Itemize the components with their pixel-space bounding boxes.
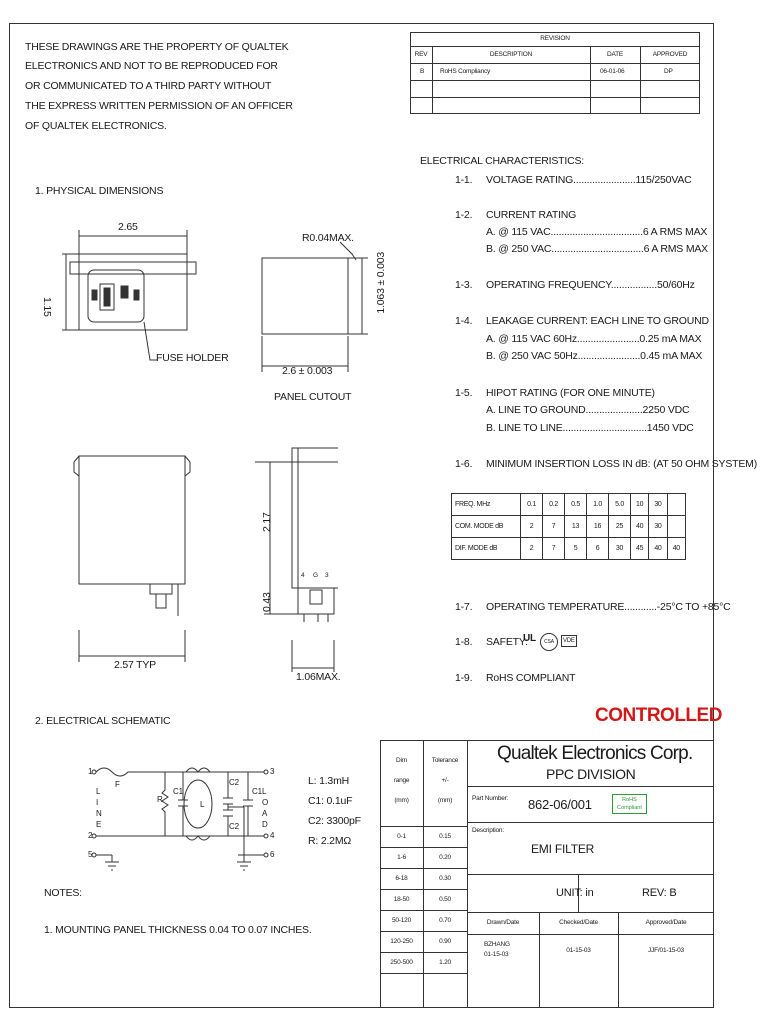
fuse-label: F bbox=[115, 780, 120, 789]
tolerance-value: 0.70 bbox=[439, 917, 451, 924]
revision-approved: DP bbox=[664, 68, 673, 75]
revision-date: 06-01-06 bbox=[600, 68, 625, 75]
ul-mark-icon: UL bbox=[523, 633, 536, 644]
revision-header-approved: APPROVED bbox=[652, 51, 688, 58]
item-line: A. @ 115 VAC..................................6 A RMS MAX bbox=[486, 226, 708, 238]
approved-label: Approved/Date bbox=[645, 919, 687, 926]
item-line: B. @ 250 VAC 50Hz.......................0.45 mA MAX bbox=[486, 350, 703, 362]
csa-mark-icon: CSA bbox=[540, 633, 558, 651]
table-cell: 1.0 bbox=[587, 494, 609, 516]
height-dim: 1.15 bbox=[41, 297, 53, 317]
item-line: MINIMUM INSERTION LOSS IN dB: (AT 50 OHM SYSTEM) bbox=[486, 458, 757, 470]
table-cell: 6 bbox=[587, 538, 609, 560]
notice-line: OR COMMUNICATED TO A THIRD PARTY WITHOUT bbox=[25, 80, 272, 92]
depth-dim: 1.06MAX. bbox=[296, 671, 341, 683]
drawn-by: BZHANG bbox=[484, 941, 510, 948]
capacitor-c2-label: C2 bbox=[229, 822, 239, 831]
tolerance-value: 0.90 bbox=[439, 938, 451, 945]
item-number: 1-5. bbox=[455, 387, 473, 399]
load-label: L bbox=[262, 787, 267, 796]
table-row bbox=[452, 494, 686, 516]
table-cell: 40 bbox=[631, 516, 649, 538]
tolerance-value: 0.50 bbox=[439, 896, 451, 903]
revision-title: REVISION bbox=[540, 35, 570, 42]
part-number: 862-06/001 bbox=[528, 797, 592, 812]
dim-range: 6-18 bbox=[395, 875, 408, 882]
table-cell: FREQ. MHz bbox=[452, 494, 521, 516]
rohs-badge-line: RoHS bbox=[622, 797, 637, 803]
body-width-dim: 2.57 TYP bbox=[114, 659, 156, 671]
item-line: OPERATING TEMPERATURE............-25°C TO +85°C bbox=[486, 601, 731, 613]
tolerance-value: 1.20 bbox=[439, 959, 451, 966]
revision-header-description: DESCRIPTION bbox=[489, 51, 533, 58]
load-label: A bbox=[262, 809, 268, 818]
schematic-heading: 2. ELECTRICAL SCHEMATIC bbox=[35, 715, 171, 727]
item-line: CURRENT RATING bbox=[486, 209, 577, 221]
cutout-height-dim: 1.063 ± 0.003 bbox=[375, 252, 387, 314]
load-label: D bbox=[262, 820, 268, 829]
table-cell: 2 bbox=[521, 538, 543, 560]
table-cell: 40 bbox=[649, 538, 667, 560]
approved-by-date: JJF/01-15-03 bbox=[648, 947, 684, 954]
tolerance-value: 0.20 bbox=[439, 854, 451, 861]
tolerance-value: 0.15 bbox=[439, 833, 451, 840]
rohs-badge-line: Compliant bbox=[617, 805, 642, 811]
notice-line: OF QUALTEK ELECTRONICS. bbox=[25, 120, 167, 132]
table-cell: 2 bbox=[521, 516, 543, 538]
notice-line: ELECTRONICS AND NOT TO BE REPRODUCED FOR bbox=[25, 60, 278, 72]
table-cell: 40 bbox=[667, 538, 685, 560]
dim-header: (mm) bbox=[394, 797, 409, 804]
dim-range: 50-120 bbox=[391, 917, 412, 924]
terminal-out-3: 3 bbox=[270, 767, 275, 776]
component-value: L: 1.3mH bbox=[308, 775, 349, 787]
table-cell: 5 bbox=[565, 538, 587, 560]
table-cell: 7 bbox=[543, 516, 565, 538]
revision-description: RoHS Compliancy bbox=[440, 68, 491, 75]
capacitor-c1-label: C1 bbox=[173, 787, 183, 796]
revision-header-date: DATE bbox=[606, 51, 624, 58]
line-label: I bbox=[96, 798, 99, 807]
table-cell: 16 bbox=[587, 516, 609, 538]
rev-value: REV: B bbox=[642, 887, 677, 899]
item-number: 1-9. bbox=[455, 672, 473, 684]
cutout-width-dim: 2.6 ± 0.003 bbox=[282, 365, 333, 377]
table-cell: COM. MODE dB bbox=[452, 516, 521, 538]
notice-line: THE EXPRESS WRITTEN PERMISSION OF AN OFFICER bbox=[25, 100, 293, 112]
terminal-out-4: 4 bbox=[270, 831, 275, 840]
checked-label: Checked/Date bbox=[559, 919, 598, 926]
table-cell: DIF. MODE dB bbox=[452, 538, 521, 560]
tol-header: +/- bbox=[441, 777, 449, 784]
vde-mark-icon: VDE bbox=[561, 635, 577, 647]
table-cell bbox=[667, 494, 685, 516]
item-line: LEAKAGE CURRENT: EACH LINE TO GROUND bbox=[486, 315, 709, 327]
notice-line: THESE DRAWINGS ARE THE PROPERTY OF QUALTEK bbox=[25, 41, 289, 53]
component-value: C1: 0.1uF bbox=[308, 795, 353, 807]
table-cell: 13 bbox=[565, 516, 587, 538]
terminal-in-1: 1 bbox=[88, 767, 93, 776]
item-line: B. LINE TO LINE...............................1450 VDC bbox=[486, 422, 694, 434]
table-row bbox=[452, 538, 686, 560]
dim-range: 250-500 bbox=[390, 959, 413, 966]
item-line: RoHS COMPLIANT bbox=[486, 672, 576, 684]
dim-range: 1-6 bbox=[397, 854, 406, 861]
dim-header: Dim bbox=[396, 757, 407, 764]
table-cell: 0.1 bbox=[521, 494, 543, 516]
body-height-dim: 2.17 bbox=[261, 512, 273, 532]
resistor-label: R bbox=[157, 795, 163, 804]
load-label: O bbox=[262, 798, 269, 807]
table-cell: 25 bbox=[609, 516, 631, 538]
line-label: L bbox=[96, 787, 101, 796]
terminal-label: 4 bbox=[301, 572, 305, 579]
revision-rev: B bbox=[420, 68, 425, 75]
item-line: HIPOT RATING (FOR ONE MINUTE) bbox=[486, 387, 655, 399]
item-line: A. @ 115 VAC 60Hz.......................0.25 mA MAX bbox=[486, 333, 702, 345]
item-number: 1-7. bbox=[455, 601, 473, 613]
dim-range: 120-250 bbox=[390, 938, 413, 945]
line-label: N bbox=[96, 809, 102, 818]
item-line: OPERATING FREQUENCY.................50/60Hz bbox=[486, 279, 695, 291]
table-cell: 5.0 bbox=[609, 494, 631, 516]
lug-height-dim: 0.43 bbox=[261, 592, 273, 612]
item-line: SAFETY: bbox=[486, 636, 528, 648]
table-cell: 7 bbox=[543, 538, 565, 560]
capacitor-c1-label: C1 bbox=[252, 787, 262, 796]
terminal-label: 3 bbox=[325, 572, 329, 579]
company-name: Qualtek Electronics Corp. bbox=[497, 743, 693, 764]
panel-cutout-label: PANEL CUTOUT bbox=[274, 391, 352, 403]
item-number: 1-4. bbox=[455, 315, 473, 327]
terminal-label: G bbox=[313, 572, 318, 579]
table-cell: 10 bbox=[631, 494, 649, 516]
division-name: PPC DIVISION bbox=[546, 766, 636, 782]
notes-heading: NOTES: bbox=[44, 887, 82, 899]
line-label: E bbox=[96, 820, 102, 829]
controlled-stamp: CONTROLLED bbox=[595, 705, 722, 726]
fuse-holder-label: FUSE HOLDER bbox=[156, 352, 229, 364]
item-line: VOLTAGE RATING.......................115/250VAC bbox=[486, 174, 692, 186]
description-value: EMI FILTER bbox=[531, 842, 595, 856]
table-cell: 0.2 bbox=[543, 494, 565, 516]
rohs-compliant-badge bbox=[612, 794, 647, 814]
dim-header: range bbox=[393, 777, 410, 784]
dim-range: 0-1 bbox=[397, 833, 406, 840]
item-number: 1-1. bbox=[455, 174, 473, 186]
unit-value: UNIT: in bbox=[556, 887, 594, 899]
note-item: 1. MOUNTING PANEL THICKNESS 0.04 TO 0.07 INCHES. bbox=[44, 924, 312, 936]
table-cell: 45 bbox=[631, 538, 649, 560]
item-number: 1-3. bbox=[455, 279, 473, 291]
radius-label: R0.04MAX. bbox=[302, 232, 354, 244]
checked-date: 01-15-03 bbox=[566, 947, 591, 954]
drawn-date: 01-15-03 bbox=[484, 951, 509, 958]
tolerance-value: 0.30 bbox=[439, 875, 451, 882]
component-value: C2: 3300pF bbox=[308, 815, 361, 827]
revision-header-rev: REV bbox=[414, 51, 428, 58]
table-cell: 30 bbox=[649, 494, 667, 516]
terminal-out-6: 6 bbox=[270, 850, 275, 859]
item-line: A. LINE TO GROUND.....................2250 VDC bbox=[486, 404, 690, 416]
drawn-label: Drawn/Date bbox=[486, 919, 520, 926]
physical-heading: 1. PHYSICAL DIMENSIONS bbox=[35, 185, 164, 197]
table-cell: 30 bbox=[649, 516, 667, 538]
terminal-in-2: 2 bbox=[88, 831, 93, 840]
item-number: 1-8. bbox=[455, 636, 473, 648]
item-number: 1-6. bbox=[455, 458, 473, 470]
table-cell bbox=[667, 516, 685, 538]
item-line: B. @ 250 VAC..................................6 A RMS MAX bbox=[486, 243, 708, 255]
capacitor-c2-label: C2 bbox=[229, 778, 239, 787]
electrical-heading: ELECTRICAL CHARACTERISTICS: bbox=[420, 155, 584, 167]
tol-header: Tolerance bbox=[431, 757, 459, 764]
table-cell: 0.5 bbox=[565, 494, 587, 516]
tol-header: (mm) bbox=[437, 797, 453, 804]
part-number-label: Part Number: bbox=[472, 795, 509, 802]
terminal-in-5: 5 bbox=[88, 850, 93, 859]
inductor-label: L bbox=[200, 800, 205, 809]
component-value: R: 2.2MΩ bbox=[308, 835, 352, 847]
table-cell: 30 bbox=[609, 538, 631, 560]
item-number: 1-2. bbox=[455, 209, 473, 221]
description-label: Description: bbox=[472, 827, 504, 834]
dim-range: 18-50 bbox=[393, 896, 410, 903]
table-row bbox=[452, 516, 686, 538]
insertion-loss-table bbox=[451, 493, 686, 560]
width-dim: 2.65 bbox=[118, 221, 138, 233]
